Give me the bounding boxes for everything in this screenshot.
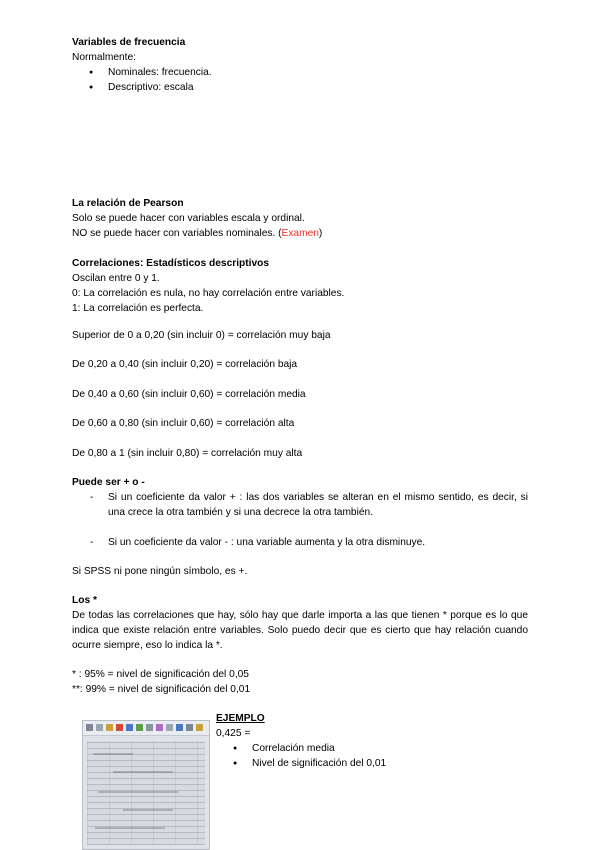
section-pearson — [72, 196, 528, 241]
list-item: ● Nivel de significación del 0,01 — [216, 756, 536, 771]
correlaciones-title: Correlaciones: Estadísticos descriptivos — [72, 258, 270, 269]
correlaciones-line: Oscilan entre 0 y 1. — [72, 273, 160, 284]
ejemplo-list — [216, 741, 536, 771]
asterisco-paragraph: De todas las correlaciones que hay, sólo hay que darle importa a las que tienen * porque es lo que indica que existe relación entre variables. Solo puedo decir que es cierto que hay relación cuando ocurre siempre, eso lo indica la *. — [72, 610, 528, 651]
pearson-title: La relación de Pearson — [72, 198, 184, 209]
spss-screenshot-image — [82, 720, 210, 850]
range-line: Superior de 0 a 0,20 (sin incluir 0) = correlación muy baja — [72, 330, 331, 341]
signo-note: Si SPSS ni pone ningún símbolo, es +. — [72, 566, 248, 577]
pearson-line1: Solo se puede hacer con variables escala y ordinal. — [72, 213, 305, 224]
section-correlaciones — [72, 256, 528, 316]
spss-toolbar — [83, 721, 209, 736]
sig-line-1: * : 95% = nivel de significación del 0,05 — [72, 669, 249, 680]
ejemplo-title: EJEMPLO — [216, 713, 265, 724]
frecuencia-intro: Normalmente: — [72, 52, 136, 63]
signo-title: Puede ser + o - — [72, 477, 145, 488]
list-item: ● Descriptivo: escala — [72, 80, 528, 95]
ejemplo-value: 0,425 = — [216, 728, 251, 739]
correlaciones-line: 1: La correlación es perfecta. — [72, 303, 204, 314]
signo-list — [72, 490, 528, 550]
frecuencia-list — [72, 65, 528, 95]
section-ejemplo — [216, 711, 536, 771]
asterisco-title: Los * — [72, 595, 97, 606]
section-signo — [72, 475, 528, 550]
correlaciones-line: 0: La correlación es nula, no hay correlación entre variables. — [72, 288, 345, 299]
frecuencia-title: Variables de frecuencia — [72, 37, 186, 48]
range-line: De 0,80 a 1 (sin incluir 0,80) = correlación muy alta — [72, 448, 303, 459]
range-line: De 0,60 a 0,80 (sin incluir 0,60) = correlación alta — [72, 418, 295, 429]
spss-output-table — [87, 741, 205, 845]
list-item: ● Nominales: frecuencia. — [72, 65, 528, 80]
section-asterisco — [72, 593, 528, 653]
list-item: - Si un coeficiente da valor - : una variable aumenta y la otra disminuye. — [72, 535, 528, 550]
pearson-line2: NO se puede hacer con variables nominales. (Examen) — [72, 228, 323, 239]
sig-line-2: **: 99% = nivel de significación del 0,01 — [72, 684, 251, 695]
list-item: ● Correlación media — [216, 741, 536, 756]
range-line: De 0,20 a 0,40 (sin incluir 0,20) = correlación baja — [72, 359, 298, 370]
list-item: - Si un coeficiente da valor + : las dos variables se alteran en el mismo sentido, es decir, si una crece la otra también y si una decrece la otra también. — [72, 490, 528, 520]
examen-note: Examen — [281, 228, 319, 239]
section-frecuencia — [72, 35, 528, 95]
significance-lines — [72, 667, 528, 697]
range-line: De 0,40 a 0,60 (sin incluir 0,60) = correlación media — [72, 389, 306, 400]
